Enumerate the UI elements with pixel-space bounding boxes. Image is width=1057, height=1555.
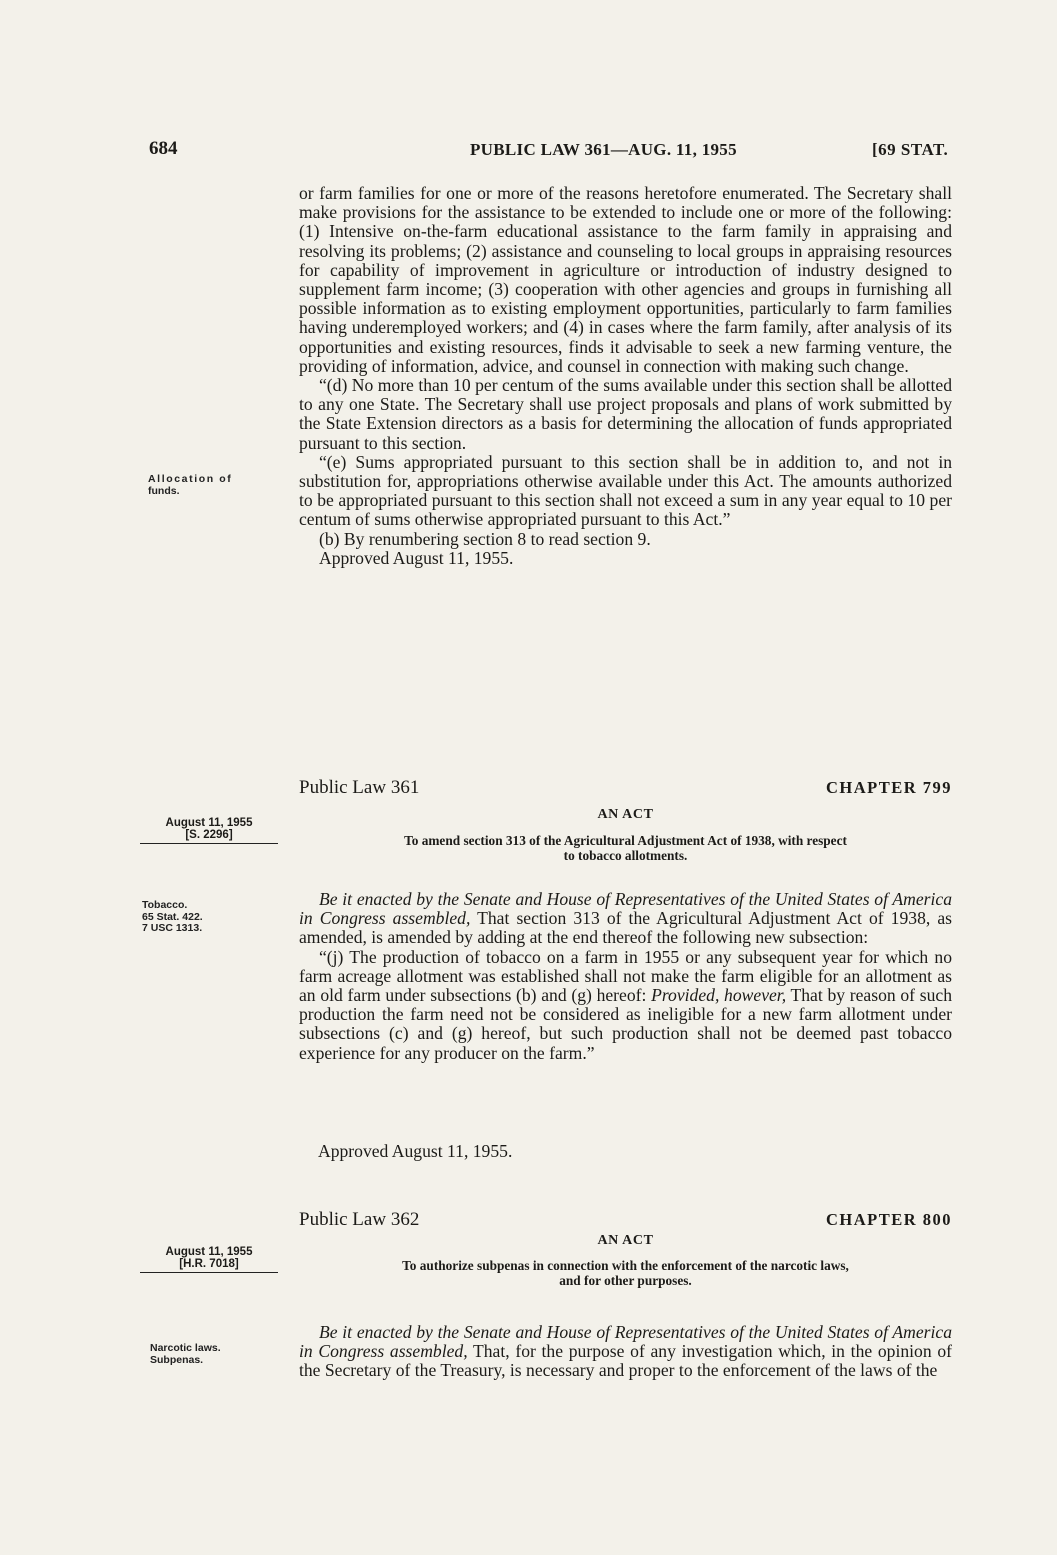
approved-line: Approved August 11, 1955. <box>319 547 514 568</box>
section-continuation <box>299 184 952 568</box>
enacting-clause: Be it enacted by the Senate and House of Representatives of the United States of America in Congress assembled, That, for the purpose of any investigation which, in the opinion of the Secretary of the Treasury, is necessary and proper to the enforcement of the laws of the <box>299 1322 952 1381</box>
paragraph-b: (b) By renumbering section 8 to read section 9. <box>319 528 651 549</box>
bill-number: [S. 2296] <box>185 829 233 841</box>
divider <box>140 1272 278 1273</box>
page-number: 684 <box>149 138 178 159</box>
law-361-title: To amend section 313 of the Agricultural Adjustment Act of 1938, with respect to tobacco allotments. <box>404 833 847 863</box>
paragraph-e: “(e) Sums appropriated pursuant to this section shall be in addition to, and not in substitution for, appropriations otherwise available under this Act. The amounts authorized to be appropriated pursuant to this section shall not exceed a sum in any year equal to 10 per centum of sums otherwise appropriated pursuant to this Act.” <box>299 451 952 530</box>
volume-reference: [69 STAT. <box>872 140 949 159</box>
law-362-date-block <box>140 1246 278 1273</box>
bill-number: [H.R. 7018] <box>179 1258 239 1270</box>
enacting-clause: Be it enacted by the Senate and House of Representatives of the United States of America in Congress assembled, That section 313 of the Agricultural Adjustment Act of 1938, as amended, is amended by adding at the end thereof the following new subsection: <box>299 889 952 948</box>
chapter-number: CHAPTER 800 <box>825 1210 952 1229</box>
an-act-label: AN ACT <box>597 1233 654 1248</box>
subsection-j: “(j) The production of tobacco on a farm in 1955 or any subsequent year for which no farm acreage allotment was established shall not make the farm eligible for an allotment as an old farm under subsections (b) and (g) hereof: Provided, however, That by reason of such production the farm need not be considered as ineligible for a new farm allotment under subsections (c) and (g) hereof, but such production shall not be deemed past tobacco experience for any producer on the farm.” <box>299 946 952 1063</box>
law-361-approved: Approved August 11, 1955. <box>318 1141 513 1161</box>
paragraph-d: “(d) No more than 10 per centum of the sums available under this section shall be allotted to any one State. The Secretary shall use project proposals and plans of work submitted by the State Extension directors as a basis for determining the allocation of funds appropriated pursuant to this section. <box>299 375 952 453</box>
law-362-title: To authorize subpenas in connection with the enforcement of the narcotic laws, and for other purposes. <box>402 1258 849 1288</box>
law-361-body <box>299 890 952 1063</box>
paragraph-continuation: or farm families for one or more of the reasons heretofore enumerated. The Secretary shall make provisions for the assistance to be extended to include one or more of the following: (1) Intensive on-the-farm educational assistance to the farm family in appraising and resolving its problems; (2) assistance and counseling to local groups in appraising resources for capability of improvement in agriculture or introduction of industry designed to supplement farm income; (3) cooperation with other agencies and groups in furnishing all possible information as to existing employment opportunities, particularly to farm families having underemployed workers; and (4) in cases where the farm family, after analysis of its opportunities and existing resources, finds it advisable to seek a new farming venture, the providing of information, advice, and counsel in connection with making such change. <box>299 183 952 376</box>
margin-note-narcotic: Narcotic laws. Subpenas. <box>150 1342 221 1366</box>
enactment-date: August 11, 1955 <box>165 817 253 829</box>
public-law-number: Public Law 361 <box>299 777 420 798</box>
margin-note-allocation: Allocation of funds. <box>148 473 233 497</box>
chapter-number: CHAPTER 799 <box>825 778 952 797</box>
law-362-body <box>299 1323 952 1381</box>
law-361-heading <box>299 777 952 801</box>
law-362-heading <box>299 1209 952 1233</box>
an-act-label: AN ACT <box>597 807 654 822</box>
enactment-date: August 11, 1955 <box>165 1246 253 1258</box>
page-header <box>0 138 1057 168</box>
running-head: PUBLIC LAW 361—AUG. 11, 1955 <box>470 140 737 159</box>
divider <box>140 843 278 844</box>
public-law-number: Public Law 362 <box>299 1209 420 1230</box>
law-361-date-block <box>140 817 278 844</box>
margin-note-tobacco: Tobacco. 65 Stat. 422. 7 USC 1313. <box>142 899 203 934</box>
